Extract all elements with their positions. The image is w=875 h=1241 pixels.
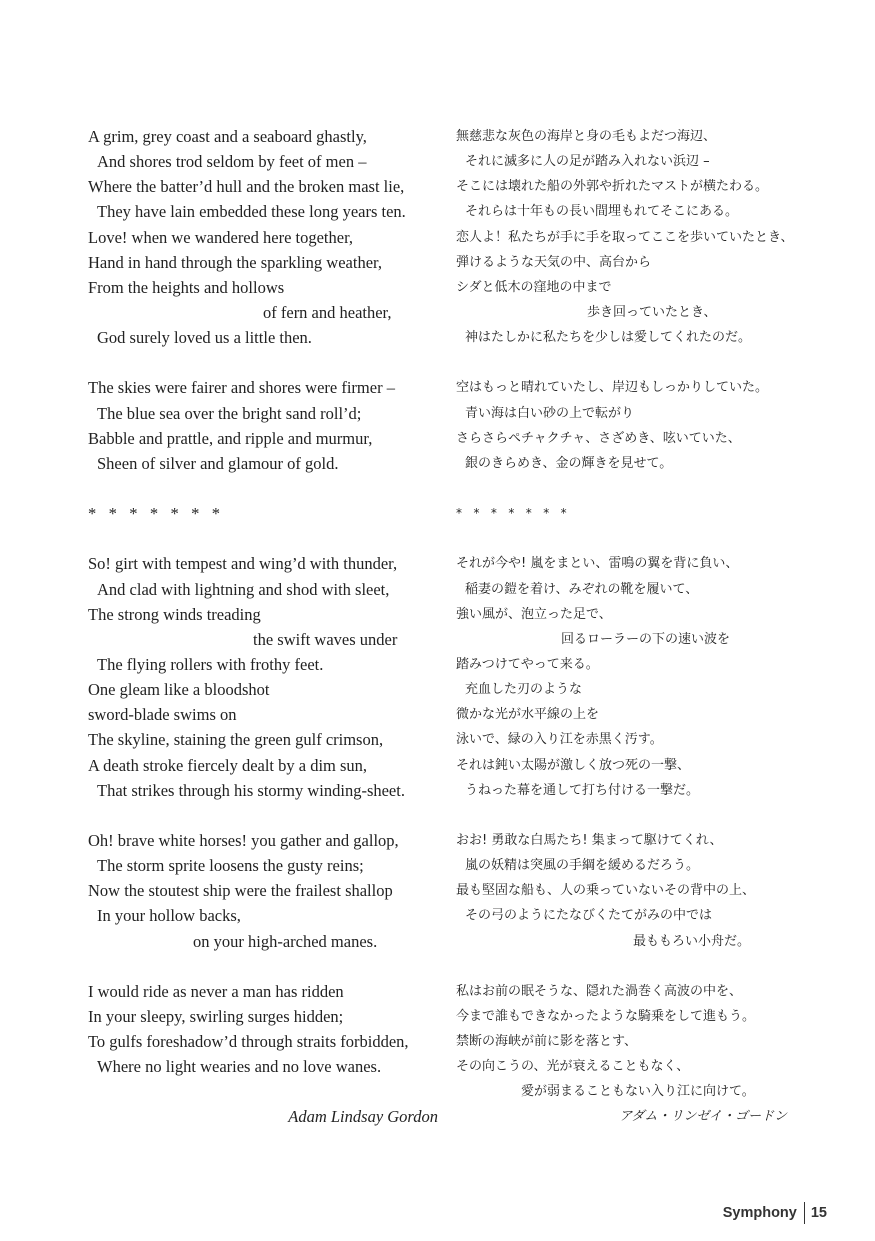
poem-line: The blue sea over the bright sand roll’d; — [97, 403, 362, 423]
poem-line: A death stroke fiercely dealt by a dim sun, — [88, 755, 368, 775]
poem-line: And shores trod seldom by feet of men – — [97, 152, 367, 172]
author-credit-japanese: アダム・リンゼイ・ゴードン — [619, 1109, 787, 1124]
poem-line: That strikes through his stormy winding-sheet. — [97, 780, 405, 800]
poem-line: of fern and heather, — [263, 302, 392, 322]
poem-line: They have lain embedded these long years ten. — [97, 202, 406, 222]
poem-line: sword-blade swims on — [88, 705, 237, 725]
poem-line: うねった幕を通して打ち付ける一撃だ。 — [465, 782, 700, 798]
stanza-break — [456, 526, 801, 551]
poem-line: 空はもっと晴れていたし、岸辺もしっかりしていた。 — [456, 380, 769, 396]
japanese-poem — [456, 124, 801, 1104]
poem-line: Babble and prattle, and ripple and murmur, — [88, 428, 373, 448]
poem-line: God surely loved us a little then. — [97, 328, 312, 348]
poem-line: 微かな光が水平線の上を — [456, 707, 600, 723]
english-poem — [88, 124, 438, 1079]
poem-line: Sheen of silver and glamour of gold. — [97, 453, 339, 473]
poem-line: Oh! brave white horses! you gather and gallop, — [88, 830, 399, 850]
poem-line: 最ももろい小舟だ。 — [633, 933, 751, 949]
poem-line: それが今や! 嵐をまとい、雷鳴の翼を背に負い、 — [456, 556, 739, 572]
page-footer — [723, 1201, 827, 1225]
poem-line: おお! 勇敢な白馬たち! 集まって駆けてくれ、 — [456, 832, 723, 848]
asterisk-separator: * * * * * * * — [88, 504, 220, 524]
poem-line: 私はお前の眠そうな、隠れた渦巻く高波の中を、 — [456, 983, 743, 999]
poem-line: So! girt with tempest and wing’d with thunder, — [88, 554, 398, 574]
poem-line: 恋人よ！私たちが手に手を取ってここを歩いていたとき、 — [456, 229, 794, 245]
stanza-break — [456, 803, 801, 828]
poem-line: From the heights and hollows — [88, 277, 285, 297]
poem-line: そこには壊れた船の外郭や折れたマストが横たわる。 — [456, 179, 769, 195]
poem-line: シダと低木の窪地の中まで — [456, 279, 612, 295]
magazine-name: Symphony — [722, 1205, 797, 1221]
poem-line: In your sleepy, swirling surges hidden; — [88, 1006, 344, 1026]
poem-line: 今まで誰もできなかったような騎乗をして進もう。 — [456, 1008, 756, 1024]
poem-line: 回るローラーの下の速い波を — [561, 631, 731, 647]
poem-line: 最も堅固な船も、人の乗っていないその背中の上、 — [456, 883, 756, 899]
poem-line: 青い海は白い砂の上で転がり — [465, 405, 635, 421]
poem-line: The storm sprite loosens the gusty reins; — [97, 856, 364, 876]
poem-line: Where the batter’d hull and the broken mast lie, — [88, 177, 405, 197]
stanza-break — [456, 476, 801, 501]
poem-line: 充血した刃のような — [465, 682, 583, 698]
poem-line: それに滅多に人の足が踏み入れない浜辺 – — [465, 154, 710, 170]
poem-line: 泳いで、緑の入り江を赤黒く汚す。 — [456, 732, 663, 748]
poem-line: A grim, grey coast and a seaboard ghastly, — [88, 127, 367, 146]
poem-line: the swift waves under — [253, 629, 398, 649]
asterisk-separator: * * * * * * * — [456, 506, 567, 521]
author-credit-english: Adam Lindsay Gordon — [288, 1107, 438, 1126]
poem-line: To gulfs foreshadow’d through straits forbidden, — [88, 1032, 409, 1052]
poem-line: The skyline, staining the green gulf crimson, — [88, 730, 384, 750]
stanza-break — [456, 350, 801, 375]
stanza-break — [456, 954, 801, 979]
poem-line: 踏みつけてやって来る。 — [456, 656, 599, 672]
poem-line: 嵐の妖精は突風の手綱を緩めるだろう。 — [465, 858, 700, 874]
poem-line: 禁断の海峡が前に影を落とす、 — [456, 1034, 637, 1050]
poem-line: それは鈍い太陽が激しく放つ死の一撃、 — [456, 757, 691, 773]
poem-line: Hand in hand through the sparkling weather, — [88, 252, 382, 272]
poem-line: 強い風が、泡立った足で、 — [456, 606, 612, 622]
poem-line: The flying rollers with frothy feet. — [97, 654, 324, 674]
poem-line: One gleam like a bloodshot — [88, 680, 270, 700]
stanza-break — [88, 526, 438, 551]
stanza-break — [88, 954, 438, 979]
poem-line: 稲妻の鎧を着け、みぞれの靴を履いて、 — [465, 581, 699, 597]
poem-line: The skies were fairer and shores were firmer – — [88, 378, 395, 398]
poem-line: 神はたしかに私たちを少しは愛してくれたのだ。 — [465, 330, 752, 346]
poem-line: Love! when we wandered here together, — [88, 227, 354, 247]
poem-line: Now the stoutest ship were the frailest shallop — [88, 881, 393, 901]
poem-line: I would ride as never a man has ridden — [88, 981, 344, 1001]
poem-line: 弾けるような天気の中、高台から — [456, 254, 652, 270]
stanza-break — [88, 350, 438, 375]
stanza-break — [88, 476, 438, 501]
poem-line: 無慈悲な灰色の海岸と身の毛もよだつ海辺、 — [456, 129, 717, 144]
stanza-break — [88, 803, 438, 828]
poem-line: 銀のきらめき、金の輝きを見せて。 — [465, 455, 673, 471]
poem-line: その弓のようにたなびくたてがみの中では — [465, 908, 713, 924]
poem-line: さらさらペチャクチャ、さざめき、呟いていた、 — [456, 430, 741, 446]
poem-line: その向こうの、光が衰えることもなく、 — [456, 1059, 690, 1075]
poem-line: In your hollow backs, — [97, 906, 241, 926]
poem-line: それらは十年もの長い間埋もれてそこにある。 — [465, 204, 739, 220]
poem-line: The strong winds treading — [88, 604, 261, 624]
page-number: 15 — [810, 1205, 827, 1221]
poem-line: And clad with lightning and shod with sleet, — [97, 579, 390, 599]
poem-line: 愛が弱まることもない入り江に向けて。 — [521, 1084, 755, 1100]
poem-line: Where no light wearies and no love wanes. — [97, 1057, 382, 1077]
poem-line: on your high-arched manes. — [193, 931, 378, 951]
poem-line: 歩き回っていたとき、 — [587, 304, 717, 320]
footer-divider — [804, 1202, 805, 1224]
